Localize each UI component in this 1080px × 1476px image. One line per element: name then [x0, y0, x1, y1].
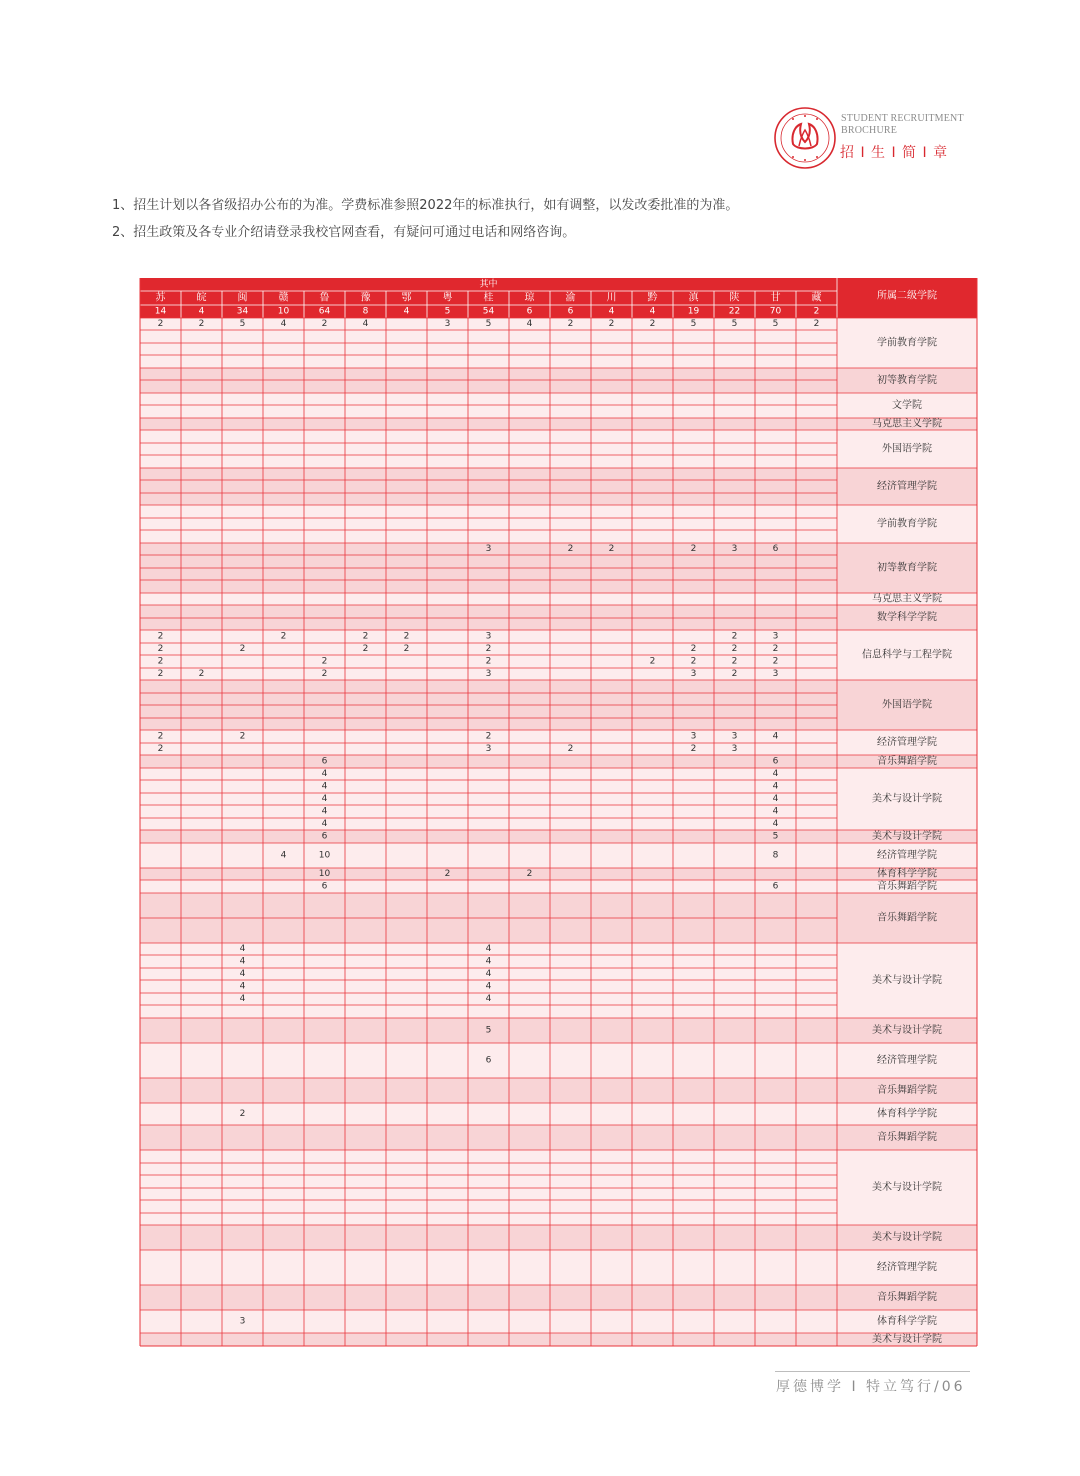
cell-value: 2 [731, 656, 738, 667]
college-band [140, 880, 977, 893]
note-item-1: 1、招生计划以各省级招办公布的为准。学费标准参照2022年的标准执行，如有调整，以发改委批准的为准。 [112, 198, 739, 213]
cell-value: 6 [772, 881, 779, 892]
province-total: 14 [154, 306, 167, 317]
cell-value: 2 [526, 869, 533, 879]
brand-english-line1: STUDENT RECRUITMENT [841, 113, 964, 124]
college-band [140, 1333, 977, 1346]
cell-value: 5 [239, 319, 246, 329]
group-header: 其中 [479, 279, 498, 290]
college-label: 美术与设计学院 [872, 975, 942, 986]
cell-value: 2 [280, 631, 287, 642]
brand-english-line2: BROCHURE [841, 125, 898, 136]
cell-value: 6 [485, 1055, 492, 1066]
cell-value: 2 [649, 319, 656, 329]
college-band [140, 605, 977, 630]
province-header: 粤 [442, 292, 453, 304]
cell-value: 2 [731, 669, 738, 679]
college-band [140, 1310, 977, 1333]
note-item-2: 2、招生政策及各专业介绍请登录我校官网查看，有疑问可通过电话和网络咨询。 [112, 225, 576, 240]
college-band [140, 1225, 977, 1250]
cell-value: 4 [772, 794, 779, 804]
cell-value: 4 [772, 806, 779, 817]
college-label: 经济管理学院 [877, 481, 937, 492]
province-header: 苏 [155, 292, 166, 304]
college-band [140, 393, 977, 418]
college-label: 学前教育学院 [877, 518, 937, 530]
cell-value: 4 [321, 806, 328, 817]
cell-value: 4 [239, 969, 246, 979]
college-label: 音乐舞蹈学院 [877, 1132, 937, 1143]
cell-value: 2 [444, 869, 451, 879]
footer-slogan: 厚德博学 I 特立笃行/06 [776, 1379, 966, 1395]
province-total: 4 [198, 306, 205, 317]
cell-value: 2 [362, 631, 369, 642]
province-header: 皖 [196, 292, 207, 304]
cell-value: 2 [362, 644, 369, 654]
cell-value: 4 [485, 994, 492, 1004]
cell-value: 4 [280, 319, 287, 329]
cell-value: 5 [731, 319, 738, 329]
cell-value: 2 [485, 656, 492, 667]
college-label: 文学院 [892, 400, 922, 411]
college-band [140, 1125, 977, 1150]
college-band [140, 430, 977, 468]
cell-value: 4 [239, 944, 246, 954]
cell-value: 5 [772, 319, 779, 329]
province-header: 琼 [524, 292, 535, 304]
college-label: 数学科学学院 [877, 612, 937, 623]
cell-value: 2 [403, 631, 410, 642]
college-label: 美术与设计学院 [872, 1025, 942, 1036]
cell-value: 6 [321, 881, 328, 892]
cell-value: 3 [690, 669, 697, 679]
cell-value: 3 [485, 544, 492, 554]
province-header: 滇 [688, 292, 699, 304]
college-band [140, 868, 977, 880]
college-band [140, 943, 977, 1018]
college-band [140, 505, 977, 543]
cell-value: 4 [239, 956, 246, 967]
college-label: 学前教育学院 [877, 337, 937, 349]
college-label: 美术与设计学院 [872, 1334, 942, 1345]
province-header: 闽 [237, 292, 248, 304]
college-band [140, 1250, 977, 1285]
cell-value: 4 [280, 850, 287, 861]
college-band [140, 1150, 977, 1225]
college-band [140, 843, 977, 868]
cell-value: 4 [772, 781, 779, 792]
cell-value: 2 [649, 656, 656, 667]
cell-value: 2 [403, 644, 410, 654]
college-label: 马克思主义学院 [872, 593, 942, 605]
cell-value: 4 [772, 819, 779, 829]
cell-value: 2 [321, 669, 328, 679]
college-label: 体育科学学院 [877, 1316, 937, 1327]
province-header: 陕 [729, 292, 740, 304]
cell-value: 5 [485, 319, 492, 329]
province-total: 34 [236, 306, 249, 317]
college-label: 外国语学院 [882, 699, 932, 711]
cell-value: 4 [485, 944, 492, 954]
cell-value: 2 [772, 644, 779, 654]
cell-value: 2 [157, 731, 164, 742]
college-label: 体育科学学院 [877, 868, 937, 880]
province-header: 渝 [565, 292, 576, 304]
college-label: 音乐舞蹈学院 [877, 1292, 937, 1303]
cell-value: 2 [157, 644, 164, 654]
college-band [140, 830, 977, 843]
province-total: 2 [813, 306, 820, 317]
province-header: 豫 [360, 292, 371, 304]
college-band [140, 468, 977, 505]
cell-value: 2 [157, 744, 164, 754]
cell-value: 2 [567, 319, 574, 329]
province-total: 70 [769, 306, 782, 317]
college-label: 马克思主义学院 [872, 418, 942, 430]
province-total: 22 [728, 306, 741, 317]
college-band [140, 418, 977, 430]
province-total: 64 [318, 306, 331, 317]
cell-value: 5 [690, 319, 697, 329]
province-total: 4 [649, 306, 656, 317]
college-label: 美术与设计学院 [872, 793, 942, 805]
cell-value: 2 [157, 656, 164, 667]
cell-value: 2 [157, 669, 164, 679]
college-band [140, 1018, 977, 1043]
college-label: 音乐舞蹈学院 [877, 756, 937, 767]
province-header: 赣 [278, 292, 289, 304]
cell-value: 2 [690, 644, 697, 654]
college-label: 经济管理学院 [877, 850, 937, 861]
province-total: 19 [687, 306, 700, 317]
cell-value: 10 [318, 869, 331, 879]
cell-value: 3 [485, 669, 492, 679]
cell-value: 2 [690, 544, 697, 554]
cell-value: 2 [608, 544, 615, 554]
province-total: 6 [526, 306, 533, 317]
college-band [140, 768, 977, 830]
cell-value: 2 [321, 656, 328, 667]
cell-value: 2 [567, 544, 574, 554]
cell-value: 3 [239, 1316, 246, 1327]
college-band [140, 593, 977, 605]
college-label: 体育科学学院 [877, 1108, 937, 1120]
footer-divider [775, 1371, 970, 1372]
cell-value: 6 [321, 831, 328, 842]
cell-value: 2 [608, 319, 615, 329]
province-header: 藏 [811, 292, 822, 304]
cell-value: 2 [690, 656, 697, 667]
cell-value: 2 [485, 644, 492, 654]
cell-value: 4 [485, 956, 492, 967]
cell-value: 4 [239, 981, 246, 992]
cell-value: 5 [772, 831, 779, 842]
cell-value: 2 [567, 744, 574, 754]
college-label: 经济管理学院 [877, 1262, 937, 1273]
province-total: 5 [444, 306, 451, 317]
college-label: 初等教育学院 [877, 562, 937, 574]
cell-value: 2 [772, 656, 779, 667]
cell-value: 3 [444, 319, 451, 329]
cell-value: 3 [485, 631, 492, 642]
cell-value: 5 [485, 1025, 492, 1036]
province-total: 4 [403, 306, 410, 317]
cell-value: 3 [690, 731, 697, 742]
cell-value: 4 [485, 969, 492, 979]
cell-value: 2 [731, 644, 738, 654]
province-total: 10 [277, 306, 290, 317]
province-total: 54 [482, 306, 495, 317]
province-total: 8 [362, 306, 369, 317]
cell-value: 6 [321, 756, 328, 767]
cell-value: 2 [239, 1109, 246, 1119]
cell-value: 2 [239, 731, 246, 742]
cell-value: 2 [731, 631, 738, 642]
college-band [140, 1285, 977, 1310]
cell-value: 6 [772, 544, 779, 554]
province-header: 黔 [647, 292, 658, 304]
cell-value: 2 [198, 319, 205, 329]
cell-value: 3 [772, 631, 779, 642]
cell-value: 3 [731, 744, 738, 754]
cell-value: 4 [485, 981, 492, 992]
college-label: 美术与设计学院 [872, 831, 942, 842]
cell-value: 2 [690, 744, 697, 754]
cell-value: 2 [157, 319, 164, 329]
cell-value: 8 [772, 850, 779, 861]
college-label: 初等教育学院 [877, 375, 937, 386]
province-total: 6 [567, 306, 574, 317]
college-band [140, 1103, 977, 1125]
cell-value: 2 [485, 731, 492, 742]
cell-value: 4 [526, 319, 533, 329]
brand-chinese: 招 I 生 I 简 I 章 [840, 145, 949, 161]
college-band [140, 730, 977, 755]
cell-value: 2 [239, 644, 246, 654]
college-band [140, 1078, 977, 1103]
college-label: 美术与设计学院 [872, 1182, 942, 1193]
college-header: 所属二级学院 [877, 290, 937, 302]
province-header: 鄂 [401, 292, 412, 304]
college-label: 美术与设计学院 [872, 1232, 942, 1243]
province-header: 桂 [483, 292, 494, 304]
cell-value: 2 [198, 669, 205, 679]
college-label: 经济管理学院 [877, 1055, 937, 1066]
college-band [140, 1043, 977, 1078]
cell-value: 10 [318, 850, 331, 861]
cell-value: 2 [813, 319, 820, 329]
cell-value: 3 [772, 669, 779, 679]
cell-value: 4 [321, 781, 328, 792]
table-header-band [140, 278, 977, 318]
college-label: 信息科学与工程学院 [862, 649, 952, 661]
college-band [140, 368, 977, 393]
cell-value: 3 [731, 544, 738, 554]
cell-value: 3 [731, 731, 738, 742]
college-label: 音乐舞蹈学院 [877, 1085, 937, 1096]
cell-value: 4 [321, 819, 328, 829]
cell-value: 3 [485, 744, 492, 754]
college-label: 经济管理学院 [877, 737, 937, 748]
cell-value: 4 [772, 769, 779, 779]
cell-value: 4 [321, 794, 328, 804]
cell-value: 4 [321, 769, 328, 779]
cell-value: 4 [362, 319, 369, 329]
cell-value: 2 [157, 631, 164, 642]
cell-value: 4 [772, 731, 779, 742]
province-header: 甘 [770, 292, 781, 304]
province-header: 川 [606, 292, 617, 304]
province-header: 鲁 [319, 292, 330, 304]
cell-value: 6 [772, 756, 779, 767]
cell-value: 2 [321, 319, 328, 329]
province-total: 4 [608, 306, 615, 317]
college-label: 外国语学院 [882, 443, 932, 455]
college-label: 音乐舞蹈学院 [877, 912, 937, 924]
cell-value: 4 [239, 994, 246, 1004]
college-label: 音乐舞蹈学院 [877, 881, 937, 892]
college-band [140, 755, 977, 768]
